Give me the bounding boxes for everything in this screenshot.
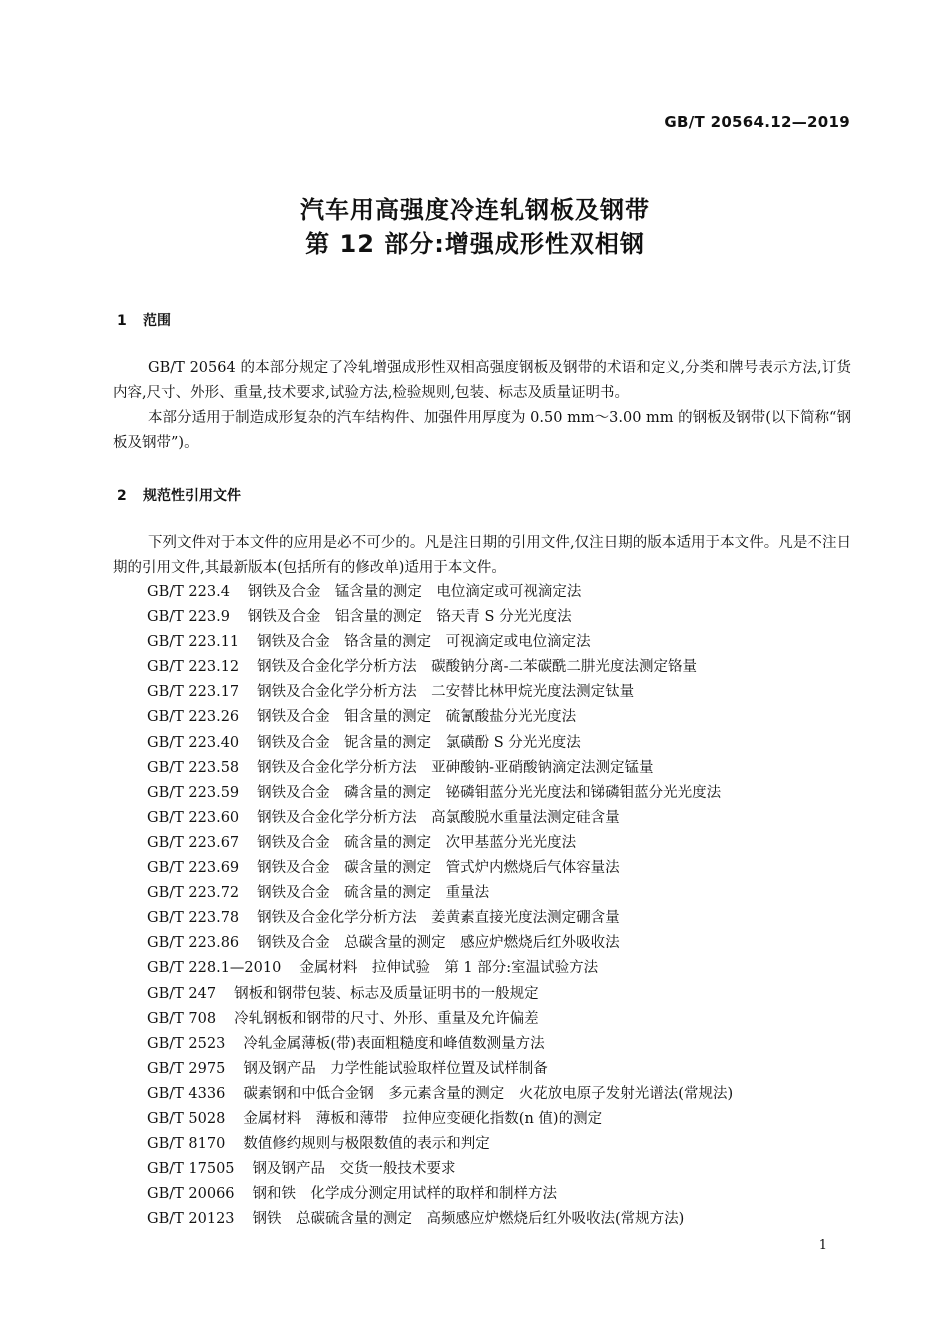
reference-item [147,1107,847,1132]
reference-item [147,1132,847,1157]
reference-item [147,1207,847,1232]
reference-item [147,731,847,756]
reference-title: 钢铁及合金化学分析方法 碳酸钠分离-二苯碳酰二肼光度法测定铬量 [257,659,698,676]
section-1-heading [117,310,171,330]
reference-title: 钢板和钢带包装、标志及质量证明书的一般规定 [234,985,539,1002]
reference-title: 钢铁及合金 磷含量的测定 铋磷钼蓝分光光度法和锑磷钼蓝分光光度法 [257,784,722,801]
reference-title: 钢铁及合金 碳含量的测定 管式炉内燃烧后气体容量法 [257,860,620,877]
reference-code: GB/T 223.72 [147,885,240,902]
reference-item [147,856,847,881]
reference-item [147,1032,847,1057]
reference-code: GB/T 223.40 [147,734,240,751]
section-1-paragraph-1: GB/T 20564 的本部分规定了冷轧增强成形性双相高强度钢板及钢带的术语和定义,分类和牌号表示方法,订货内容,尺寸、外形、重量,技术要求,试验方法,检验规则,包装、标志及质量证明书。 [113,360,851,401]
reference-code: GB/T 223.58 [147,759,240,776]
reference-item [147,1007,847,1032]
reference-list [147,580,847,1232]
reference-item [147,806,847,831]
reference-item [147,756,847,781]
reference-title: 钢铁及合金化学分析方法 二安替比林甲烷光度法测定钛量 [257,684,635,701]
reference-title: 钢和铁 化学成分测定用试样的取样和制样方法 [252,1186,558,1203]
reference-code: GB/T 2975 [147,1060,226,1077]
reference-item [147,881,847,906]
reference-item [147,931,847,956]
reference-item [147,1057,847,1082]
reference-item [147,1157,847,1182]
reference-item [147,906,847,931]
reference-code: GB/T 223.26 [147,709,240,726]
reference-title: 钢及钢产品 交货一般技术要求 [252,1161,456,1178]
reference-code: GB/T 20066 [147,1186,235,1203]
title-line-1: 汽车用高强度冷连轧钢板及钢带 [300,196,650,224]
reference-item [147,1082,847,1107]
reference-code: GB/T 17505 [147,1161,235,1178]
section-1-paragraph-2: 本部分适用于制造成形复杂的汽车结构件、加强件用厚度为 0.50 mm～3.00 mm 的钢板及钢带(以下简称“钢板及钢带”)。 [113,410,851,451]
reference-code: GB/T 223.9 [147,609,230,626]
reference-title: 金属材料 拉伸试验 第 1 部分:室温试验方法 [299,960,599,977]
reference-title: 钢铁及合金 总碳含量的测定 感应炉燃烧后红外吸收法 [257,935,620,952]
section-title: 规范性引用文件 [143,488,241,504]
reference-title: 钢铁及合金 铬含量的测定 可视滴定或电位滴定法 [257,634,591,651]
page-number: 1 [818,1238,827,1253]
reference-item [147,831,847,856]
reference-title: 数值修约规则与极限数值的表示和判定 [243,1136,490,1153]
reference-code: GB/T 5028 [147,1110,226,1127]
reference-item [147,680,847,705]
document-title [0,193,950,261]
reference-title: 钢铁及合金 硫含量的测定 次甲基蓝分光光度法 [257,834,577,851]
reference-title: 钢铁及合金化学分析方法 高氯酸脱水重量法测定硅含量 [257,809,620,826]
section-number: 2 [117,488,127,504]
reference-item [147,705,847,730]
reference-item [147,655,847,680]
reference-item [147,781,847,806]
reference-code: GB/T 223.67 [147,834,240,851]
reference-code: GB/T 247 [147,985,217,1002]
section-2-heading [117,485,241,505]
reference-code: GB/T 8170 [147,1136,226,1153]
reference-title: 钢铁及合金化学分析方法 亚砷酸钠-亚硝酸钠滴定法测定锰量 [257,759,654,776]
reference-code: GB/T 223.17 [147,684,240,701]
reference-title: 钢铁及合金 锰含量的测定 电位滴定或可视滴定法 [247,584,582,600]
title-line-2: 第 12 部分:增强成形性双相钢 [305,230,645,258]
standard-code-header: GB/T 20564.12—2019 [664,113,850,131]
reference-title: 钢铁及合金 硫含量的测定 重量法 [257,885,490,902]
reference-item [147,580,847,605]
reference-code: GB/T 708 [147,1010,217,1027]
reference-code: GB/T 223.12 [147,659,240,676]
reference-title: 钢铁及合金化学分析方法 姜黄素直接光度法测定硼含量 [257,910,620,927]
reference-code: GB/T 223.78 [147,910,240,927]
reference-item [147,605,847,630]
reference-code: GB/T 223.4 [147,584,230,600]
section-2-paragraph-1: 下列文件对于本文件的应用是必不可少的。凡是注日期的引用文件,仅注日期的版本适用于本文件。凡是不注日期的引用文件,其最新版本(包括所有的修改单)适用于本文件。 [113,535,851,576]
reference-title: 冷轧钢板和钢带的尺寸、外形、重量及允许偏差 [234,1010,539,1027]
reference-code: GB/T 223.59 [147,784,240,801]
reference-item [147,1182,847,1207]
reference-item [147,982,847,1007]
reference-title: 钢铁 总碳硫含量的测定 高频感应炉燃烧后红外吸收法(常规方法) [252,1211,685,1228]
reference-title: 钢铁及合金 铝含量的测定 铬天青 S 分光光度法 [247,609,572,626]
section-number: 1 [117,313,127,329]
reference-title: 钢铁及合金 铌含量的测定 氯磺酚 S 分光光度法 [257,734,581,751]
section-title: 范围 [143,313,171,329]
reference-code: GB/T 223.60 [147,809,240,826]
reference-code: GB/T 20123 [147,1211,235,1228]
reference-code: GB/T 2523 [147,1035,226,1052]
reference-title: 冷轧金属薄板(带)表面粗糙度和峰值数测量方法 [243,1035,545,1052]
reference-title: 钢及钢产品 力学性能试验取样位置及试样制备 [243,1060,548,1077]
reference-item [147,630,847,655]
reference-code: GB/T 223.69 [147,860,240,877]
reference-title: 金属材料 薄板和薄带 拉伸应变硬化指数(n 值)的测定 [243,1110,603,1127]
reference-code: GB/T 223.86 [147,935,240,952]
reference-item [147,956,847,981]
reference-title: 钢铁及合金 钼含量的测定 硫氰酸盐分光光度法 [257,709,577,726]
reference-code: GB/T 223.11 [147,634,240,651]
reference-code: GB/T 228.1—2010 [147,960,282,977]
reference-title: 碳素钢和中低合金钢 多元素含量的测定 火花放电原子发射光谱法(常规法) [243,1085,734,1102]
reference-code: GB/T 4336 [147,1085,226,1102]
